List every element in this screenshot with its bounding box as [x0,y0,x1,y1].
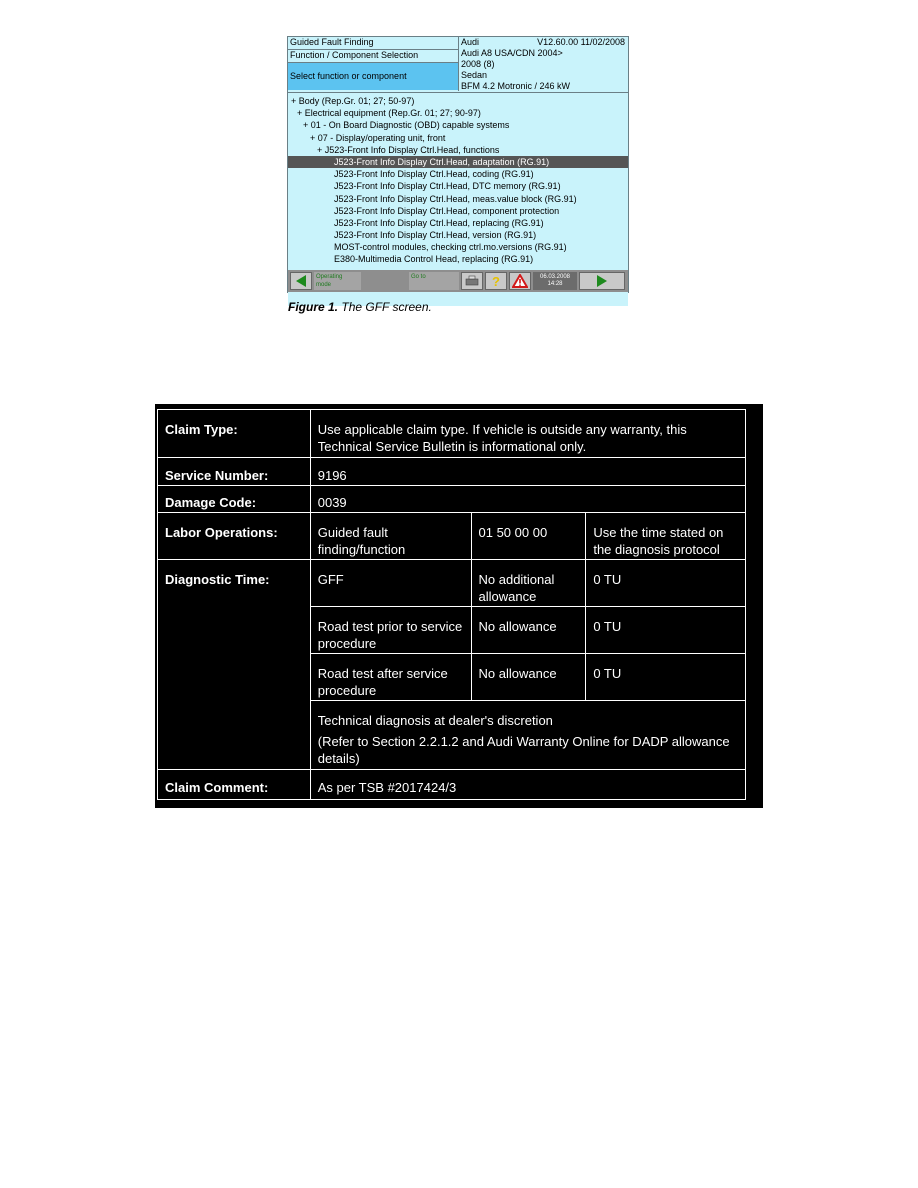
gff-screen [287,36,629,293]
tree-item[interactable]: + 07 - Display/operating unit, front [310,132,446,143]
tree-item[interactable]: J523-Front Info Display Ctrl.Head, replacing (RG.91) [334,217,544,228]
back-button[interactable] [290,272,312,290]
help-button[interactable]: ? [485,272,507,290]
claim-comment-row [158,770,746,800]
diagnostic-time: 0 TU [586,607,746,654]
tree-item[interactable]: J523-Front Info Display Ctrl.Head, coding (RG.91) [334,169,534,180]
gff-engine: BFM 4.2 Motronic / 246 kW [461,81,571,91]
warning-icon [512,274,528,288]
tree-item[interactable]: J523-Front Info Display Ctrl.Head, meas.value block (RG.91) [334,193,577,204]
service-number-label: Service Number: [158,458,311,486]
toolbar-time: 14:28 [547,281,563,287]
service-number-value: 9196 [310,458,745,486]
labor-operations-row [158,513,746,560]
technical-diagnosis-note: (Refer to Section 2.2.1.2 and Audi Warranty Online for DADP allowance details) [317,734,730,766]
tree-item[interactable]: + Electrical equipment (Rep.Gr. 01; 27; 90-97) [297,108,481,119]
technical-diagnosis-cell [310,701,745,770]
gff-subtitle: Function / Component Selection [288,50,458,63]
labor-operation-time: Use the time stated on the diagnosis protocol [586,513,746,560]
diagnostic-procedure: GFF [310,560,471,607]
claim-comment-label: Claim Comment: [158,770,311,800]
gff-toolbar [288,270,628,292]
claim-type-value: Use applicable claim type. If vehicle is outside any warranty, this Technical Service Bulletin is informational only. [310,410,745,458]
diagnostic-procedure: Road test after service procedure [310,654,471,701]
figure-caption [288,300,432,314]
print-button[interactable] [461,272,483,290]
tree-item[interactable]: J523-Front Info Display Ctrl.Head, DTC memory (RG.91) [334,181,561,192]
gff-year: 2008 (8) [461,59,495,69]
technical-diagnosis-text: Technical diagnosis at dealer's discretion [317,713,553,728]
tree-item[interactable]: J523-Front Info Display Ctrl.Head, version (RG.91) [334,230,537,241]
gff-title: Guided Fault Finding [288,37,458,50]
gff-header-left [288,37,459,91]
printer-icon [465,275,479,287]
claim-comment-value: As per TSB #2017424/3 [310,770,745,800]
diagnostic-procedure: Road test prior to service procedure [310,607,471,654]
labor-operations-label: Labor Operations: [158,513,311,560]
service-number-row [158,458,746,486]
operating-mode-button[interactable]: Operating mode [314,272,361,290]
diagnostic-row [158,560,746,607]
toolbar-spacer [363,272,407,290]
diagnostic-time: 0 TU [586,560,746,607]
claim-table [157,409,746,800]
diagnostic-allowance: No allowance [471,654,586,701]
labor-operation-name: Guided fault finding/function [310,513,471,560]
gff-body: Sedan [461,70,488,80]
damage-code-value: 0039 [310,486,745,513]
diagnostic-time-label: Diagnostic Time: [158,560,311,770]
arrow-right-icon [595,274,609,288]
goto-button[interactable]: Go to [409,272,459,290]
diagnostic-allowance: No allowance [471,607,586,654]
diagnostic-time: 0 TU [586,654,746,701]
tree-item[interactable]: + Body (Rep.Gr. 01; 27; 50-97) [291,96,415,106]
tree-item[interactable]: E380-Multimedia Control Head, replacing (RG.91) [334,254,534,265]
date-time-display [533,272,577,290]
tree-item[interactable]: MOST-control modules, checking ctrl.mo.versions (RG.91) [334,242,567,253]
claim-type-row [158,410,746,458]
warning-button[interactable] [509,272,531,290]
figure-label: Figure 1. [288,300,339,314]
tree-item[interactable]: J523-Front Info Display Ctrl.Head, component protection [334,205,560,216]
gff-version: V12.60.00 11/02/2008 [537,37,625,47]
claim-type-label: Claim Type: [158,410,311,458]
arrow-left-icon [294,274,308,288]
tree-item[interactable]: + J523-Front Info Display Ctrl.Head, functions [317,144,500,155]
damage-code-label: Damage Code: [158,486,311,513]
gff-vehicle-info [459,37,628,91]
damage-code-row [158,486,746,513]
claim-info-panel [155,404,763,808]
diagnostic-allowance: No additional allowance [471,560,586,607]
gff-make: Audi [461,37,480,47]
gff-select-prompt: Select function or component [288,63,458,90]
toolbar-date: 06.03.2008 [539,274,571,280]
tree-item-selected[interactable]: J523-Front Info Display Ctrl.Head, adaptation (RG.91) [288,156,628,168]
gff-header [288,37,628,91]
figure-text: The GFF screen. [341,300,432,314]
labor-operation-code: 01 50 00 00 [471,513,586,560]
tree-item[interactable]: + 01 - On Board Diagnostic (OBD) capable systems [303,120,510,131]
gff-model: Audi A8 USA/CDN 2004> [461,48,563,58]
forward-button[interactable] [579,272,625,290]
